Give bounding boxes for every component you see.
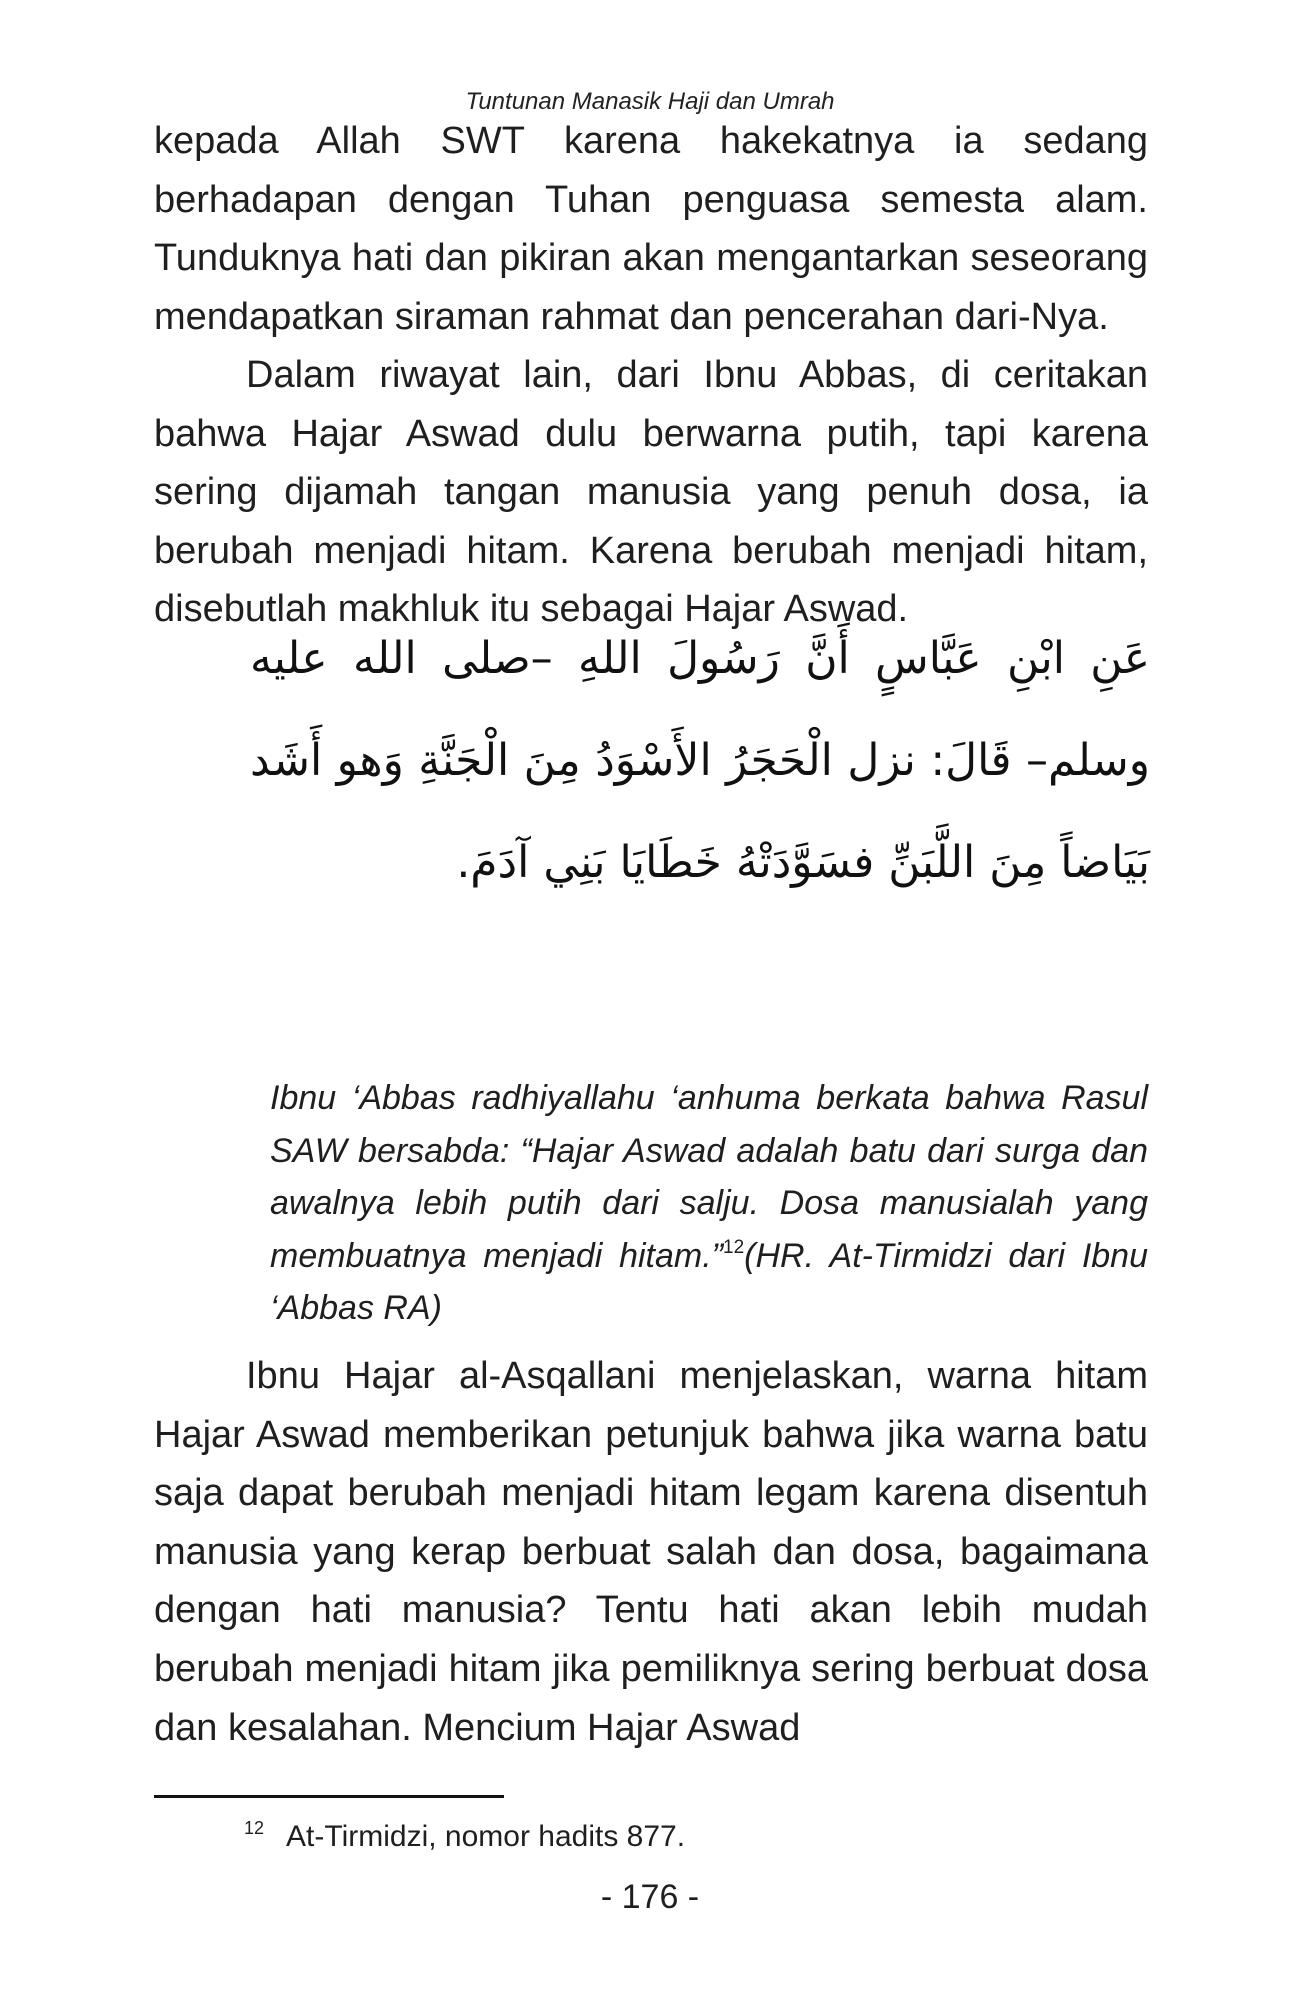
footnote-number: 12 — [244, 1818, 265, 1838]
hadith-arabic-text: عَنِ ابْنِ عَبَّاسٍ أَنَّ رَسُولَ اللهِ –صلى الله عليه وسلم– قَالَ: نزل الْحَجَرُ الأَسْوَدُ مِنَ الْجَنَّةِ وَهو أَشَد بَيَاضاً مِنَ اللَّبَنِّ فسَوَّدَتْهُ خَطَايَا بَنِي آدَمَ. — [250, 633, 1150, 888]
hadith-translation — [270, 1072, 1148, 1335]
paragraph-ibnu-abbas: Dalam riwayat lain, dari Ibnu Abbas, di ceritakan bahwa Hajar Aswad dulu berwarna putih, tapi karena sering dijamah tangan manusia yang penuh dosa, ia berubah menjadi hitam. Karena berubah menjadi hitam, disebutlah makhluk itu sebagai Hajar Aswad. — [154, 354, 1148, 631]
hadith-source: (HR. At-Tirmidzi dari Ibnu ‘Abbas RA) — [270, 1236, 1148, 1327]
page-number: - 176 - — [600, 1878, 700, 1916]
running-header: Tuntunan Manasik Haji dan Umrah — [465, 88, 835, 115]
footnote-reference: 12 — [723, 1236, 745, 1258]
paragraph-continuation: kepada Allah SWT karena hakekatnya ia sedang berhadapan dengan Tuhan penguasa semesta alam. Tunduknya hati dan pikiran akan mengantarkan seseorang mendapatkan siraman rahmat dan pencerahan dari-Nya. — [154, 120, 1148, 338]
paragraph-ibnu-hajar: Ibnu Hajar al-Asqallani menjelaskan, warna hitam Hajar Aswad memberikan petunjuk bahwa jika warna batu saja dapat berubah menjadi hitam legam karena disentuh manusia yang kerap berbuat salah dan dosa, bagaimana dengan hati manusia? Tentu hati akan lebih mudah berubah menjadi hitam jika pemiliknya sering berbuat dosa dan kesalahan. Mencium Hajar Aswad — [154, 1355, 1148, 1749]
footnote-divider — [154, 1795, 504, 1798]
footnote-text: At-Tirmidzi, nomor hadits 877. — [286, 1820, 686, 1853]
footnote — [244, 1805, 685, 1860]
translation-text: Ibnu ‘Abbas radhiyallahu ‘anhuma berkata bahwa Rasul SAW bersabda: “Hajar Aswad adalah batu dari surga dan awalnya lebih putih dari salju. Dosa manusialah yang membuatnya menjadi hitam.” — [270, 1079, 1148, 1275]
